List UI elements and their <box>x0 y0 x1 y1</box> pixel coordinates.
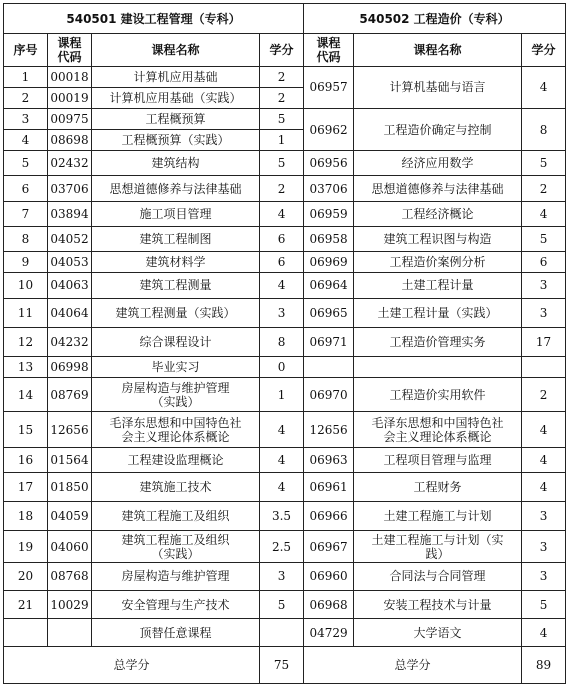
cell-credit-right: 3 <box>522 502 566 531</box>
cell-course-name: 建筑工程制图 <box>92 226 260 251</box>
table-row <box>4 412 566 447</box>
cell-credit: 3 <box>260 298 304 327</box>
cell-credit: 5 <box>260 108 304 129</box>
cell-code-right: 06963 <box>304 447 354 472</box>
cell-code-right: 04729 <box>304 619 354 647</box>
cell-seq: 5 <box>4 151 48 176</box>
cell-credit: 2.5 <box>260 531 304 562</box>
cell-code-right: 06959 <box>304 201 354 226</box>
col-header-seq: 序号 <box>4 34 48 66</box>
cell-seq <box>4 619 48 647</box>
cell-course-name: 施工项目管理 <box>92 201 260 226</box>
cell-course-name: 工程概预算（实践） <box>92 130 260 151</box>
cell-course-name: 综合课程设计 <box>92 327 260 356</box>
cell-credit: 5 <box>260 151 304 176</box>
cell-credit: 5 <box>260 590 304 618</box>
table-row <box>4 327 566 356</box>
cell-credit: 4 <box>260 472 304 501</box>
cell-course-name-right: 土建工程计量 <box>354 273 522 298</box>
cell-code: 04064 <box>48 298 92 327</box>
cell-code: 08698 <box>48 130 92 151</box>
table-row <box>4 108 566 129</box>
cell-code-right: 06967 <box>304 531 354 562</box>
cell-code-right: 06960 <box>304 562 354 590</box>
cell-seq: 6 <box>4 176 48 201</box>
cell-code: 03706 <box>48 176 92 201</box>
cell-course-name: 计算机应用基础 <box>92 66 260 87</box>
cell-course-name-right: 安装工程技术与计量 <box>354 590 522 618</box>
cell-code: 04059 <box>48 502 92 531</box>
cell-course-name: 房屋构造与维护管理 （实践） <box>92 378 260 412</box>
cell-code: 04060 <box>48 531 92 562</box>
table-row <box>4 273 566 298</box>
cell-credit <box>260 619 304 647</box>
cell-code-right: 06968 <box>304 590 354 618</box>
cell-code: 04232 <box>48 327 92 356</box>
cell-course-name-right: 经济应用数学 <box>354 151 522 176</box>
cell-code: 00975 <box>48 108 92 129</box>
cell-course-name-right: 思想道德修养与法律基础 <box>354 176 522 201</box>
cell-credit: 3.5 <box>260 502 304 531</box>
cell-code-right: 06965 <box>304 298 354 327</box>
cell-credit: 2 <box>260 87 304 108</box>
cell-credit-right: 3 <box>522 531 566 562</box>
cell-code: 04052 <box>48 226 92 251</box>
cell-credit: 4 <box>260 447 304 472</box>
cell-seq: 15 <box>4 412 48 447</box>
cell-course-name-right: 工程造价案例分析 <box>354 252 522 273</box>
table-row <box>4 357 566 378</box>
cell-course-name: 建筑工程施工及组织 （实践） <box>92 531 260 562</box>
cell-code-right: 12656 <box>304 412 354 447</box>
table-row <box>4 176 566 201</box>
cell-seq: 8 <box>4 226 48 251</box>
cell-seq: 12 <box>4 327 48 356</box>
col-header-credit-right: 学分 <box>522 34 566 66</box>
cell-code: 00019 <box>48 87 92 108</box>
cell-code: 00018 <box>48 66 92 87</box>
cell-course-name-right: 土建工程施工与计划 <box>354 502 522 531</box>
cell-credit-right: 6 <box>522 252 566 273</box>
cell-course-name: 安全管理与生产技术 <box>92 590 260 618</box>
cell-seq: 14 <box>4 378 48 412</box>
cell-seq: 16 <box>4 447 48 472</box>
cell-course-name-right: 工程项目管理与监理 <box>354 447 522 472</box>
cell-credit-right: 5 <box>522 590 566 618</box>
total-label-right: 总学分 <box>304 647 522 684</box>
totals-row <box>4 647 566 684</box>
cell-course-name: 建筑工程测量 <box>92 273 260 298</box>
cell-course-name: 毛泽东思想和中国特色社 会主义理论体系概论 <box>92 412 260 447</box>
cell-course-name-right <box>354 357 522 378</box>
table-row <box>4 619 566 647</box>
cell-code: 10029 <box>48 590 92 618</box>
column-header-row <box>4 34 566 66</box>
cell-course-name: 计算机应用基础（实践） <box>92 87 260 108</box>
cell-code: 06998 <box>48 357 92 378</box>
cell-credit: 2 <box>260 66 304 87</box>
table-row <box>4 66 566 87</box>
cell-credit-right: 8 <box>522 108 566 150</box>
cell-credit: 4 <box>260 201 304 226</box>
cell-credit-right: 5 <box>522 226 566 251</box>
cell-course-name: 建筑工程施工及组织 <box>92 502 260 531</box>
cell-course-name-right: 大学语文 <box>354 619 522 647</box>
cell-credit: 1 <box>260 130 304 151</box>
cell-code-right: 06958 <box>304 226 354 251</box>
cell-course-name-right: 工程造价确定与控制 <box>354 108 522 150</box>
cell-credit: 2 <box>260 176 304 201</box>
table-row <box>4 562 566 590</box>
cell-seq: 2 <box>4 87 48 108</box>
left-program-title: 540501 建设工程管理（专科） <box>4 4 304 34</box>
cell-course-name: 顶替任意课程 <box>92 619 260 647</box>
cell-credit: 0 <box>260 357 304 378</box>
table-row <box>4 226 566 251</box>
cell-code: 04063 <box>48 273 92 298</box>
total-label-left: 总学分 <box>4 647 260 684</box>
table-row <box>4 201 566 226</box>
cell-code-right: 06971 <box>304 327 354 356</box>
cell-course-name-right: 土建工程施工与计划（实 践） <box>354 531 522 562</box>
cell-code-right: 06964 <box>304 273 354 298</box>
cell-course-name-right: 毛泽东思想和中国特色社 会主义理论体系概论 <box>354 412 522 447</box>
cell-credit: 4 <box>260 412 304 447</box>
cell-course-name: 思想道德修养与法律基础 <box>92 176 260 201</box>
cell-credit-right: 4 <box>522 412 566 447</box>
cell-course-name-right: 计算机基础与语言 <box>354 66 522 108</box>
cell-credit-right: 3 <box>522 562 566 590</box>
table-row <box>4 447 566 472</box>
table-row <box>4 298 566 327</box>
cell-code: 01850 <box>48 472 92 501</box>
cell-course-name-right: 工程造价管理实务 <box>354 327 522 356</box>
table-row <box>4 502 566 531</box>
cell-credit: 6 <box>260 226 304 251</box>
cell-seq: 7 <box>4 201 48 226</box>
cell-seq: 21 <box>4 590 48 618</box>
cell-seq: 11 <box>4 298 48 327</box>
table-row <box>4 472 566 501</box>
cell-seq: 18 <box>4 502 48 531</box>
cell-course-name-right: 合同法与合同管理 <box>354 562 522 590</box>
cell-seq: 17 <box>4 472 48 501</box>
cell-credit-right: 5 <box>522 151 566 176</box>
course-table <box>3 3 566 684</box>
total-value-right: 89 <box>522 647 566 684</box>
cell-seq: 10 <box>4 273 48 298</box>
cell-credit: 4 <box>260 273 304 298</box>
cell-seq: 19 <box>4 531 48 562</box>
cell-seq: 3 <box>4 108 48 129</box>
cell-code-right: 03706 <box>304 176 354 201</box>
col-header-name-right: 课程名称 <box>354 34 522 66</box>
table-row <box>4 252 566 273</box>
cell-course-name-right: 土建工程计量（实践） <box>354 298 522 327</box>
cell-course-name: 建筑工程测量（实践） <box>92 298 260 327</box>
cell-seq: 13 <box>4 357 48 378</box>
cell-code: 08769 <box>48 378 92 412</box>
cell-course-name-right: 建筑工程识图与构造 <box>354 226 522 251</box>
cell-credit-right: 4 <box>522 201 566 226</box>
program-title-row <box>4 4 566 34</box>
cell-credit-right: 4 <box>522 619 566 647</box>
cell-credit-right: 4 <box>522 447 566 472</box>
cell-course-name-right: 工程造价实用软件 <box>354 378 522 412</box>
cell-code: 01564 <box>48 447 92 472</box>
cell-code-right: 06966 <box>304 502 354 531</box>
cell-credit: 1 <box>260 378 304 412</box>
cell-credit-right: 3 <box>522 298 566 327</box>
cell-code-right: 06962 <box>304 108 354 150</box>
right-program-title: 540502 工程造价（专科） <box>304 4 566 34</box>
cell-credit-right: 4 <box>522 472 566 501</box>
cell-course-name: 房屋构造与维护管理 <box>92 562 260 590</box>
cell-code: 03894 <box>48 201 92 226</box>
cell-seq: 1 <box>4 66 48 87</box>
table-row <box>4 531 566 562</box>
total-value-left: 75 <box>260 647 304 684</box>
col-header-credit: 学分 <box>260 34 304 66</box>
cell-code: 12656 <box>48 412 92 447</box>
cell-course-name: 毕业实习 <box>92 357 260 378</box>
table-row <box>4 151 566 176</box>
table-row <box>4 590 566 618</box>
cell-seq: 9 <box>4 252 48 273</box>
cell-code: 08768 <box>48 562 92 590</box>
cell-course-name: 工程建设监理概论 <box>92 447 260 472</box>
cell-course-name: 工程概预算 <box>92 108 260 129</box>
cell-code-right: 06956 <box>304 151 354 176</box>
cell-code <box>48 619 92 647</box>
cell-seq: 4 <box>4 130 48 151</box>
cell-code-right: 06961 <box>304 472 354 501</box>
cell-credit-right: 2 <box>522 176 566 201</box>
cell-credit-right <box>522 357 566 378</box>
cell-course-name: 建筑材料学 <box>92 252 260 273</box>
cell-code-right: 06970 <box>304 378 354 412</box>
cell-course-name-right: 工程经济概论 <box>354 201 522 226</box>
cell-credit: 8 <box>260 327 304 356</box>
cell-seq: 20 <box>4 562 48 590</box>
cell-code: 04053 <box>48 252 92 273</box>
cell-course-name-right: 工程财务 <box>354 472 522 501</box>
col-header-code: 课程 代码 <box>48 34 92 66</box>
cell-code-right: 06957 <box>304 66 354 108</box>
cell-credit-right: 3 <box>522 273 566 298</box>
cell-credit-right: 4 <box>522 66 566 108</box>
cell-credit-right: 2 <box>522 378 566 412</box>
cell-code-right: 06969 <box>304 252 354 273</box>
cell-course-name: 建筑施工技术 <box>92 472 260 501</box>
cell-code-right <box>304 357 354 378</box>
cell-credit: 6 <box>260 252 304 273</box>
table-row <box>4 378 566 412</box>
col-header-name: 课程名称 <box>92 34 260 66</box>
cell-credit: 3 <box>260 562 304 590</box>
col-header-code-right: 课程 代码 <box>304 34 354 66</box>
cell-credit-right: 17 <box>522 327 566 356</box>
cell-code: 02432 <box>48 151 92 176</box>
cell-course-name: 建筑结构 <box>92 151 260 176</box>
